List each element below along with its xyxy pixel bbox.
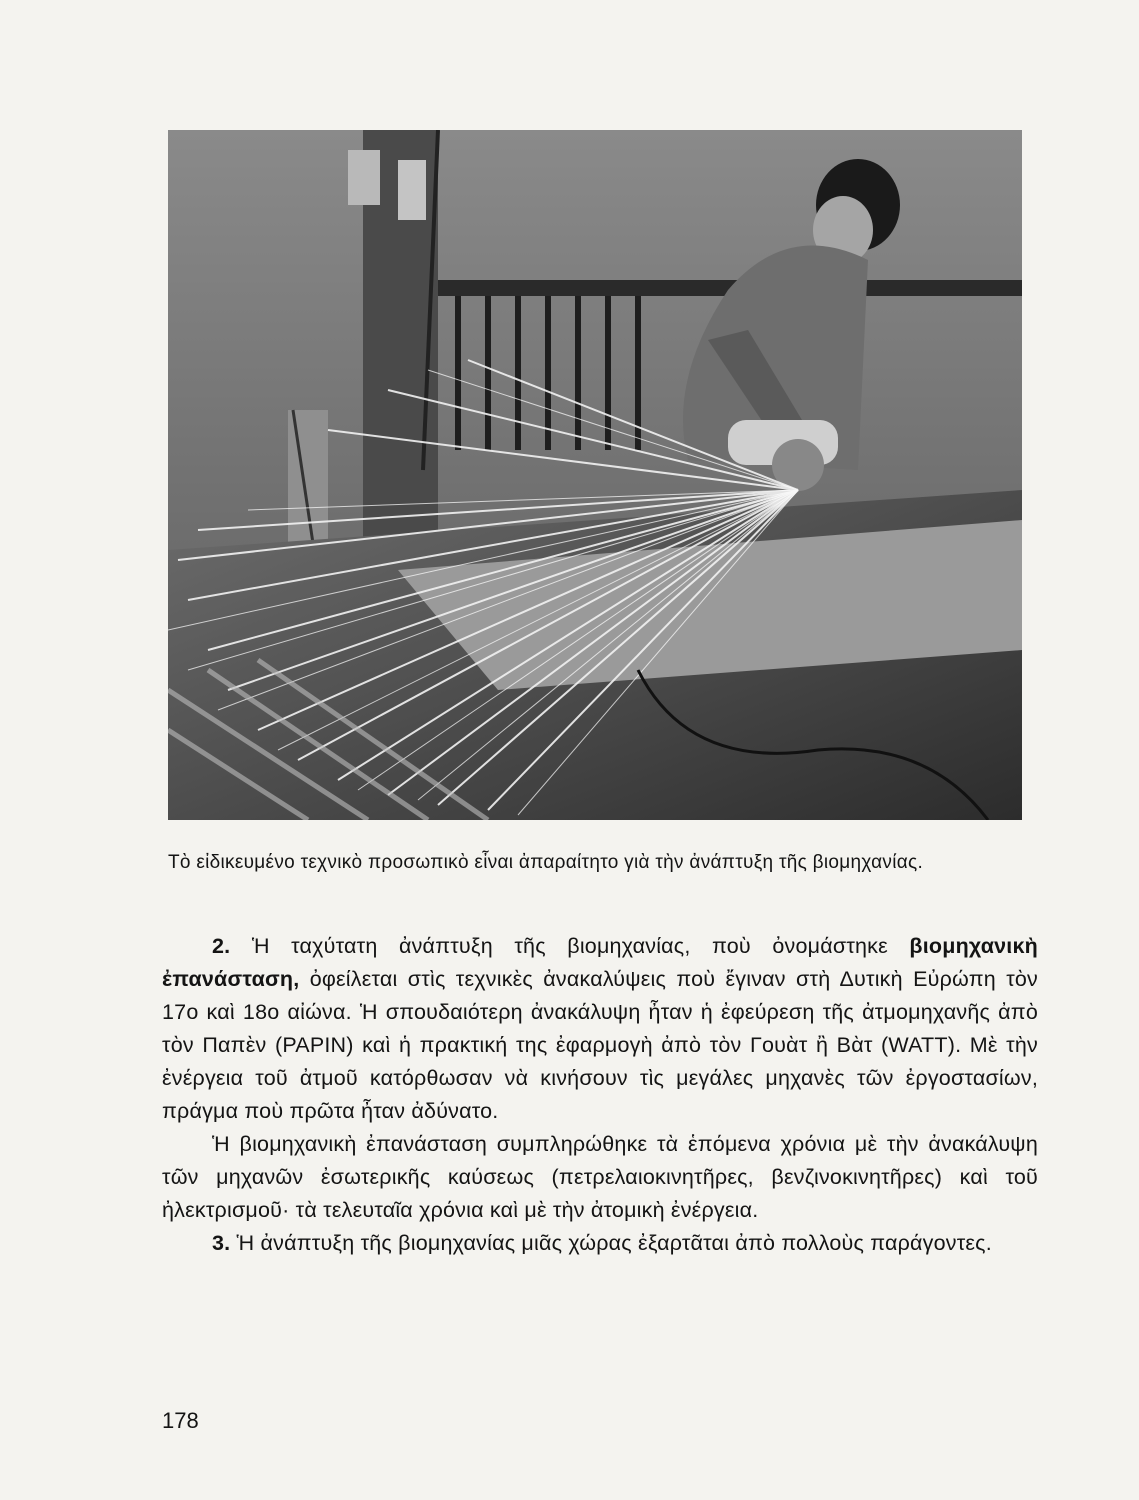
paragraph-number: 3. (212, 1231, 231, 1255)
paragraph-text: Ἡ ἀνάπτυξη τῆς βιομηχανίας μιᾶς χώρας ἐξαρτᾶται ἀπὸ πολλοὺς παράγοντες. (230, 1231, 992, 1255)
paragraph-3 (162, 1227, 1038, 1260)
paragraph-number: 2. (212, 934, 231, 958)
paragraph-2-continued (162, 1128, 1038, 1227)
paragraph-text: Ἡ ταχύτατη ἀνάπτυξη τῆς βιομηχανίας, ποὺ ὀνομάστηκε (230, 934, 910, 958)
paragraph-text: ὀφείλεται στὶς τεχνικὲς ἀνακαλύψεις ποὺ ἔγιναν στὴ Δυτικὴ Εὐρώπη τὸν 17ο καὶ 18ο αἰώνα. Ἡ σπουδαιότερη ἀνακάλυψη ἦταν ἡ ἐφεύρεση τῆς ἀτμομηχανῆς ἀπὸ τὸν Παπὲν (PAPIN) καὶ ἡ πρακτική της ἐφαρμογὴ ἀπὸ τὸν Γουὰτ ἢ Βὰτ (WATT). Μὲ τὴν ἐνέργεια τοῦ ἀτμοῦ κατόρθωσαν νὰ κινήσουν τὶς μεγάλες μηχανὲς τῶν ἐργοστασίων, πράγμα ποὺ πρῶτα ἦταν ἀδύνατο. (162, 967, 1038, 1123)
photo-illustration (168, 130, 1022, 820)
paragraph-text: Ἡ βιομηχανικὴ ἐπανάσταση συμπληρώθηκε τὰ ἑπόμενα χρόνια μὲ τὴν ἀνακάλυψη τῶν μηχανῶν ἐσωτερικῆς καύσεως (πετρελαιοκινητῆρες, βενζινοκινητῆρες) καὶ τοῦ ἠλεκτρισμοῦ· τὰ τελευταῖα χρόνια καὶ μὲ τὴν ἀτομικὴ ἐνέργεια. (162, 1132, 1038, 1222)
photo-caption: Τὸ εἰδικευμένο τεχνικὸ προσωπικὸ εἶναι ἀπαραίτητο γιὰ τὴν ἀνάπτυξη τῆς βιομηχανίας. (168, 852, 924, 873)
photo-worker-grinding (168, 130, 1022, 820)
body-text (162, 930, 1038, 1260)
page-number: 178 (162, 1408, 199, 1433)
bold-term: βιομηχανικὴ ἐπανάσταση, (162, 934, 1038, 991)
paragraph-2 (162, 930, 1038, 1128)
